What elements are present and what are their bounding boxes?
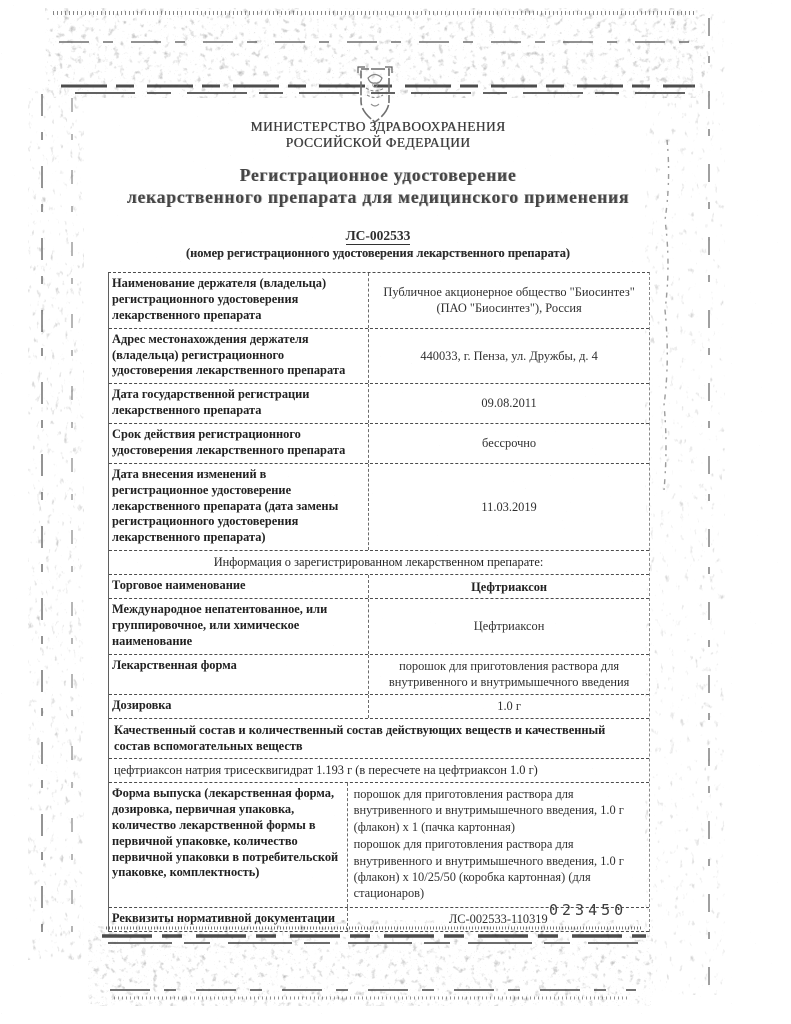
table-row-trade-name — [109, 575, 649, 599]
row-value: 440033, г. Пенза, ул. Дружбы, д. 4 — [368, 329, 649, 384]
row-value: 1.0 г — [368, 695, 649, 718]
registration-number: ЛС-002533 — [345, 228, 411, 243]
release-form-package-1: порошок для приготовления раствора для внутривенного и внутримышечного введения, 1.0 г (флакон) х 1 (пачка картонная) — [353, 787, 624, 834]
composition-value: цефтриаксон натрия трисесквигидрат 1.193 г (в пересчете на цефтриаксон 1.0 г) — [114, 762, 538, 777]
row-label: Международное непатентованное, или группировочное, или химическое наименование — [112, 602, 328, 648]
table-row-composition-header — [109, 719, 649, 759]
border-frame-right — [645, 10, 725, 995]
certificate-details-table — [108, 272, 650, 932]
row-label: Реквизиты нормативной документации — [112, 910, 335, 925]
row-value: Публичное акционерное общество "Биосинтез" (ПАО "Биосинтез"), Россия — [368, 273, 649, 328]
table-row-composition-value — [109, 759, 649, 783]
row-value: Цефтриаксон — [368, 599, 649, 654]
table-row-dosage-form — [109, 655, 649, 695]
row-value — [347, 783, 649, 907]
ministry-line2: РОССИЙСКОЙ ФЕДЕРАЦИИ — [285, 134, 471, 150]
row-value: порошок для приготовления раствора для внутривенного и внутримышечного введения — [368, 655, 649, 694]
composition-header: Качественный состав и количественный состав действующих веществ и качественный состав вспомогательных веществ — [114, 722, 606, 753]
row-value: 09.08.2011 — [368, 384, 649, 423]
table-row-amendment-date — [109, 464, 649, 551]
row-label: Лекарственная форма — [112, 657, 237, 672]
document-title — [0, 165, 756, 209]
border-frame-bottom — [88, 920, 653, 1006]
row-label: Форма выпуска (лекарственная форма, дозировка, первичная упаковка, количество лекарственной формы в первичной упаковке, количество первичной упаковки в потребительской упаковке, комплектность) — [112, 786, 339, 880]
table-row-validity-period — [109, 424, 649, 464]
registration-number-caption: (номер регистрационного удостоверения лекарственного препарата) — [185, 246, 571, 260]
row-label: Дата внесения изменений в регистрационное удостоверение лекарственного препарата (дата замены регистрационного удостоверения лекарственного препарата) — [112, 466, 339, 545]
row-label: Срок действия регистрационного удостоверения лекарственного препарата — [112, 427, 346, 457]
document-title-line1: Регистрационное удостоверение — [239, 165, 517, 185]
table-row-registration-date — [109, 384, 649, 424]
info-section-header: Информация о зарегистрированном лекарственном препарате: — [213, 555, 544, 570]
ministry-name — [0, 119, 756, 151]
row-label: Торговое наименование — [112, 578, 246, 593]
table-row-holder-name — [109, 273, 649, 329]
row-value: ЛС-002533-110319 — [347, 908, 649, 931]
row-label: Наименование держателя (владельца) регистрационного удостоверения лекарственного препарата — [112, 276, 327, 322]
border-frame-left — [28, 88, 84, 960]
row-value: Цефтриаксон — [368, 575, 649, 598]
row-label: Дозировка — [112, 697, 172, 712]
row-value: бессрочно — [368, 424, 649, 463]
ministry-line1: МИНИСТЕРСТВО ЗДРАВООХРАНЕНИЯ — [250, 119, 506, 134]
stamp-number: 023450 — [549, 901, 628, 919]
release-form-package-2: порошок для приготовления раствора для внутривенного и внутримышечного введения, 1.0 г (флакон) х 10/25/50 (коробка картонная) (для стационаров) — [353, 837, 624, 901]
table-row-release-form — [109, 783, 649, 908]
table-row-dosage — [109, 695, 649, 719]
row-label: Адрес местонахождения держателя (владельца) регистрационного удостоверения лекарственного препарата — [112, 331, 346, 378]
document-title-line2: лекарственного препарата для медицинского применения — [126, 186, 630, 207]
table-row-inn-name — [109, 599, 649, 655]
row-value: 11.03.2019 — [368, 464, 649, 550]
table-row-holder-address — [109, 329, 649, 385]
row-label: Дата государственной регистрации лекарственного препарата — [112, 387, 310, 418]
table-row-info-header — [109, 551, 649, 575]
